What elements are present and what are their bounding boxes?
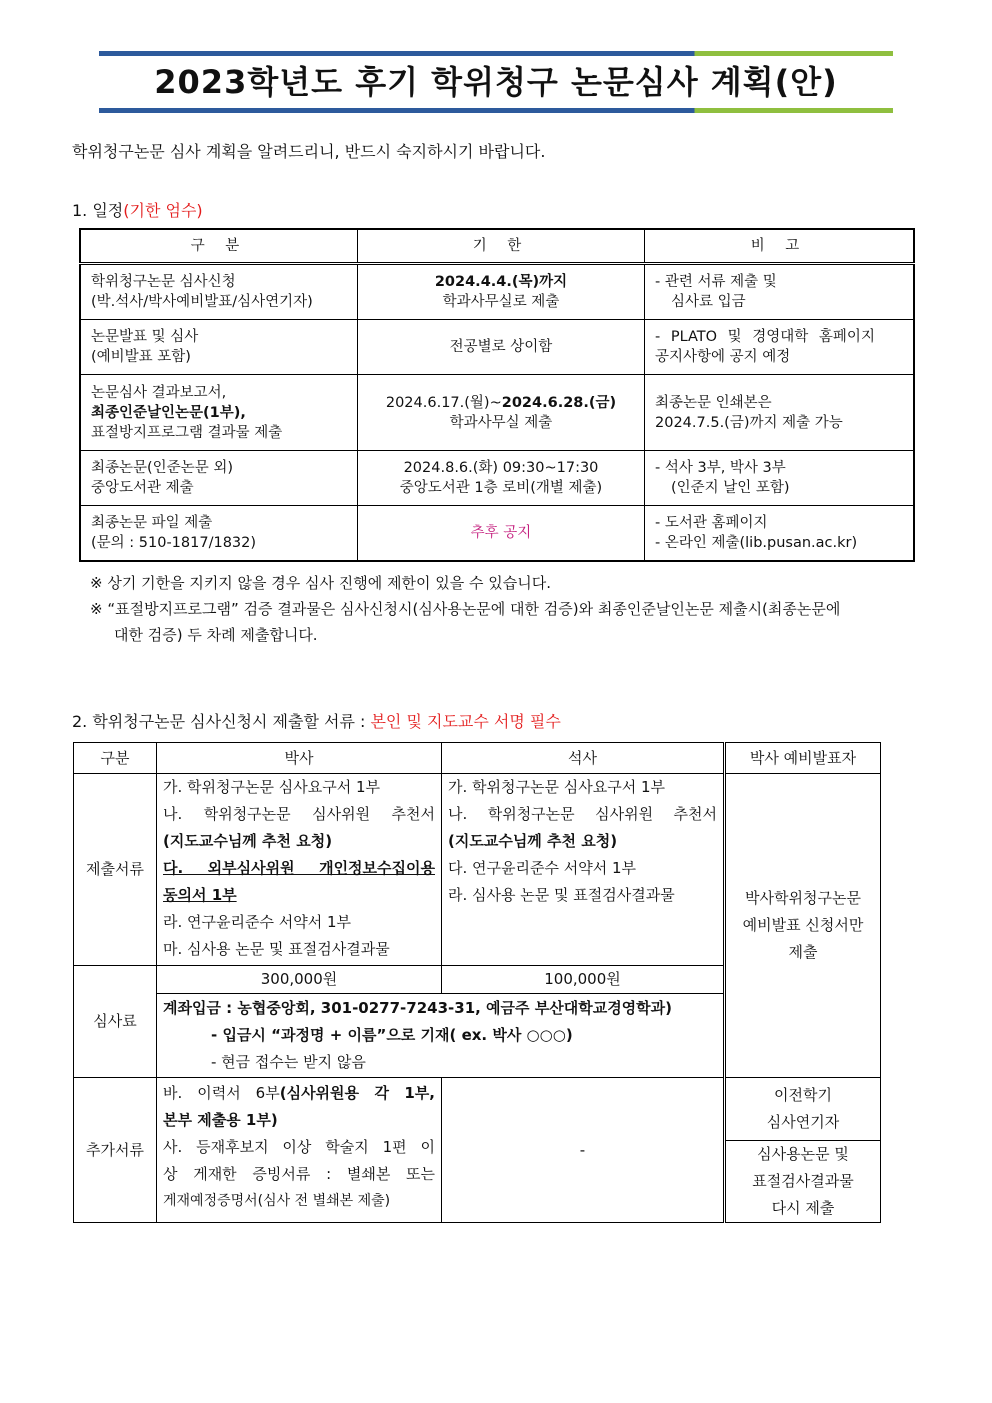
extra-ms-cell: - — [442, 1078, 725, 1223]
header-masters: 석사 — [442, 743, 725, 774]
note-line: 대한 검증) 두 차례 제출합니다. — [114, 626, 318, 644]
schedule-cell — [645, 264, 915, 320]
schedule-header-category: 구 분 — [80, 229, 358, 264]
defer-doc-line: 표절검사결과물 — [752, 1172, 854, 1190]
schedule-notes — [90, 570, 930, 648]
doc-item: 가. 학위청구논문 심사요구서 1부 — [163, 778, 380, 796]
cell-line: (인준지 날인 포함) — [671, 480, 790, 496]
section1-highlight: (기한 엄수) — [123, 201, 203, 220]
section2-title — [72, 709, 561, 732]
page-title: 2023학년도 후기 학위청구 논문심사 계획(안) — [154, 63, 838, 101]
header-prelim: 박사 예비발표자 — [725, 743, 881, 774]
docs-label-cell: 제출서류 — [74, 774, 157, 966]
cell-line: 논문발표 및 심사 — [91, 329, 199, 345]
extra-item-text: 바. 이력서 6부 — [163, 1084, 280, 1102]
prelim-line: 예비발표 신청서만 — [742, 916, 864, 934]
doc-item: 나. 학위청구논문 심사위원 추천서 — [163, 805, 435, 823]
documents-header-row — [74, 743, 881, 774]
schedule-cell — [358, 375, 645, 451]
cell-line: 공지사항에 공지 예정 — [655, 349, 791, 365]
extra-item — [163, 1080, 435, 1107]
ms-fee-cell: 100,000원 — [442, 966, 725, 994]
schedule-cell — [80, 506, 358, 561]
doc-item-note: (지도교수님께 추천 요청) — [163, 832, 333, 850]
title-bottom-bar — [99, 108, 893, 113]
extra-label-cell: 추가서류 — [74, 1078, 157, 1223]
cell-line: 최종논문(인준논문 외) — [91, 460, 233, 476]
extra-item: 게재예정증명서(심사 전 별쇄본 제출) — [163, 1193, 391, 1209]
schedule-cell — [645, 451, 915, 506]
extra-item: 사. 등재후보지 이상 학술지 1편 이 — [163, 1138, 435, 1156]
deadline-date: 2024.4.4.(목)까지 — [434, 274, 568, 290]
defer-cell — [725, 1078, 881, 1223]
account-cell — [157, 994, 725, 1078]
cell-line: 표절방지프로그램 결과물 제출 — [91, 424, 283, 441]
cell-line: 최종논문 인쇄본은 — [655, 394, 772, 411]
cell-line: 학위청구논문 심사신청 — [91, 274, 236, 290]
title-top-bar — [99, 51, 893, 56]
cell-line: 학과사무실로 제출 — [442, 294, 560, 310]
account-note: - 현금 접수는 받지 않음 — [211, 1053, 366, 1071]
schedule-cell — [358, 264, 645, 320]
cell-line: - PLATO 및 경영대학 홈페이지 — [655, 329, 875, 345]
cell-line: (예비발표 포함) — [91, 349, 191, 365]
note-line: ※ 상기 기한을 지키지 않을 경우 심사 진행에 제한이 있을 수 있습니다. — [90, 574, 552, 592]
phd-docs-cell — [157, 774, 442, 966]
section1-prefix: 1. 일정 — [72, 201, 124, 220]
defer-doc-line: 다시 제출 — [771, 1199, 835, 1217]
cell-line: 심사료 입금 — [671, 294, 746, 310]
schedule-cell — [645, 375, 915, 451]
cell-line: - 도서관 홈페이지 — [655, 514, 768, 531]
schedule-header-row — [80, 229, 914, 264]
account-info: 계좌입금 : 농협중앙회, 301-0277-7243-31, 예금주 부산대학교경영학과) — [163, 999, 673, 1017]
phd-fee-cell: 300,000원 — [157, 966, 442, 994]
section2-highlight: 본인 및 지도교수 서명 필수 — [370, 712, 561, 731]
doc-item: 가. 학위청구논문 심사요구서 1부 — [448, 778, 665, 796]
schedule-cell — [80, 451, 358, 506]
doc-item-note: (지도교수님께 추천 요청) — [448, 832, 618, 850]
schedule-cell — [358, 320, 645, 375]
cell-line: 중앙도서관 1층 로비(개별 제출) — [399, 480, 603, 496]
extra-item-note: 본부 제출용 1부) — [163, 1111, 278, 1129]
cell-line: - 석사 3부, 박사 3부 — [655, 460, 786, 476]
section1-title — [72, 198, 203, 221]
schedule-cell — [645, 320, 915, 375]
prelim-line: 박사학위청구논문 — [745, 889, 861, 907]
section2-prefix: 2. 학위청구논문 심사신청시 제출할 서류 : — [72, 712, 371, 731]
table-row — [80, 264, 914, 320]
schedule-cell — [358, 506, 645, 561]
schedule-cell — [358, 451, 645, 506]
header-phd: 박사 — [157, 743, 442, 774]
table-row — [80, 375, 914, 451]
schedule-cell — [645, 506, 915, 561]
cell-line: (박.석사/박사예비발표/심사연기자) — [91, 294, 313, 310]
ms-docs-cell — [442, 774, 725, 966]
tba-notice: 추후 공지 — [470, 524, 532, 541]
cell-line: - 관련 서류 제출 및 — [655, 274, 777, 290]
defer-header — [726, 1078, 880, 1141]
intro-text: 학위청구논문 심사 계획을 알려드리니, 반드시 숙지하시기 바랍니다. — [72, 142, 546, 161]
doc-item: 나. 학위청구논문 심사위원 추천서 — [448, 805, 717, 823]
table-row — [80, 320, 914, 375]
schedule-table — [79, 228, 915, 562]
schedule-header-deadline: 기 한 — [358, 229, 645, 264]
extra-phd-cell — [157, 1078, 442, 1223]
extra-item: 상 게재한 증빙서류 : 별쇄본 또는 — [163, 1165, 435, 1183]
prelim-cell — [725, 774, 881, 1078]
cell-line: 최종인준날인논문(1부), — [91, 404, 246, 421]
cell-line: 최종논문 파일 제출 — [91, 514, 213, 531]
doc-item: 동의서 1부 — [163, 886, 237, 904]
doc-item: 라. 연구윤리준수 서약서 1부 — [163, 913, 352, 931]
cell-line: 2024.8.6.(화) 09:30~17:30 — [403, 460, 599, 476]
cell-line: - 온라인 제출(lib.pusan.ac.kr) — [655, 534, 858, 551]
documents-table — [73, 742, 881, 1223]
doc-item: 다. 연구윤리준수 서약서 1부 — [448, 859, 637, 877]
doc-item: 다. 외부심사위원 개인정보수집이용 — [163, 859, 435, 877]
extra-item-note: (심사위원용 각 1부, — [279, 1084, 435, 1102]
cell-line: (문의 : 510-1817/1832) — [91, 534, 257, 551]
doc-item: 마. 심사용 논문 및 표절검사결과물 — [163, 940, 390, 958]
schedule-cell — [80, 320, 358, 375]
deadline-start: 2024.6.17.(월)~ — [385, 394, 502, 411]
defer-doc-line: 심사용논문 및 — [757, 1145, 849, 1163]
note-line: ※ “표절방지프로그램” 검증 결과물은 심사신청시(심사용논문에 대한 검증)와 최종인준날인논문 제출시(최종논문에 — [90, 600, 841, 618]
cell-line: 논문심사 결과보고서, — [91, 384, 227, 401]
doc-item: 라. 심사용 논문 및 표절검사결과물 — [448, 886, 675, 904]
deadline-end: 2024.6.28.(금) — [501, 394, 617, 411]
schedule-header-remarks: 비 고 — [645, 229, 915, 264]
cell-line: 전공별로 상이함 — [449, 339, 553, 355]
table-row — [80, 451, 914, 506]
schedule-cell — [80, 375, 358, 451]
account-note: - 입금시 “과정명 + 이름”으로 기재( ex. 박사 ○○○) — [211, 1026, 573, 1044]
defer-line: 이전학기 — [774, 1086, 832, 1104]
prelim-line: 제출 — [788, 943, 818, 961]
cell-line: 2024.7.5.(금)까지 제출 가능 — [655, 414, 843, 431]
header-category: 구분 — [74, 743, 157, 774]
schedule-cell — [80, 264, 358, 320]
cell-line: 중앙도서관 제출 — [91, 480, 194, 496]
cell-line: 학과사무실 제출 — [449, 414, 553, 431]
defer-line: 심사연기자 — [766, 1113, 840, 1131]
title-banner — [99, 51, 893, 113]
table-row — [74, 1078, 881, 1223]
table-row — [80, 506, 914, 561]
table-row — [74, 774, 881, 966]
defer-docs — [726, 1141, 880, 1222]
fee-label-cell: 심사료 — [74, 966, 157, 1078]
